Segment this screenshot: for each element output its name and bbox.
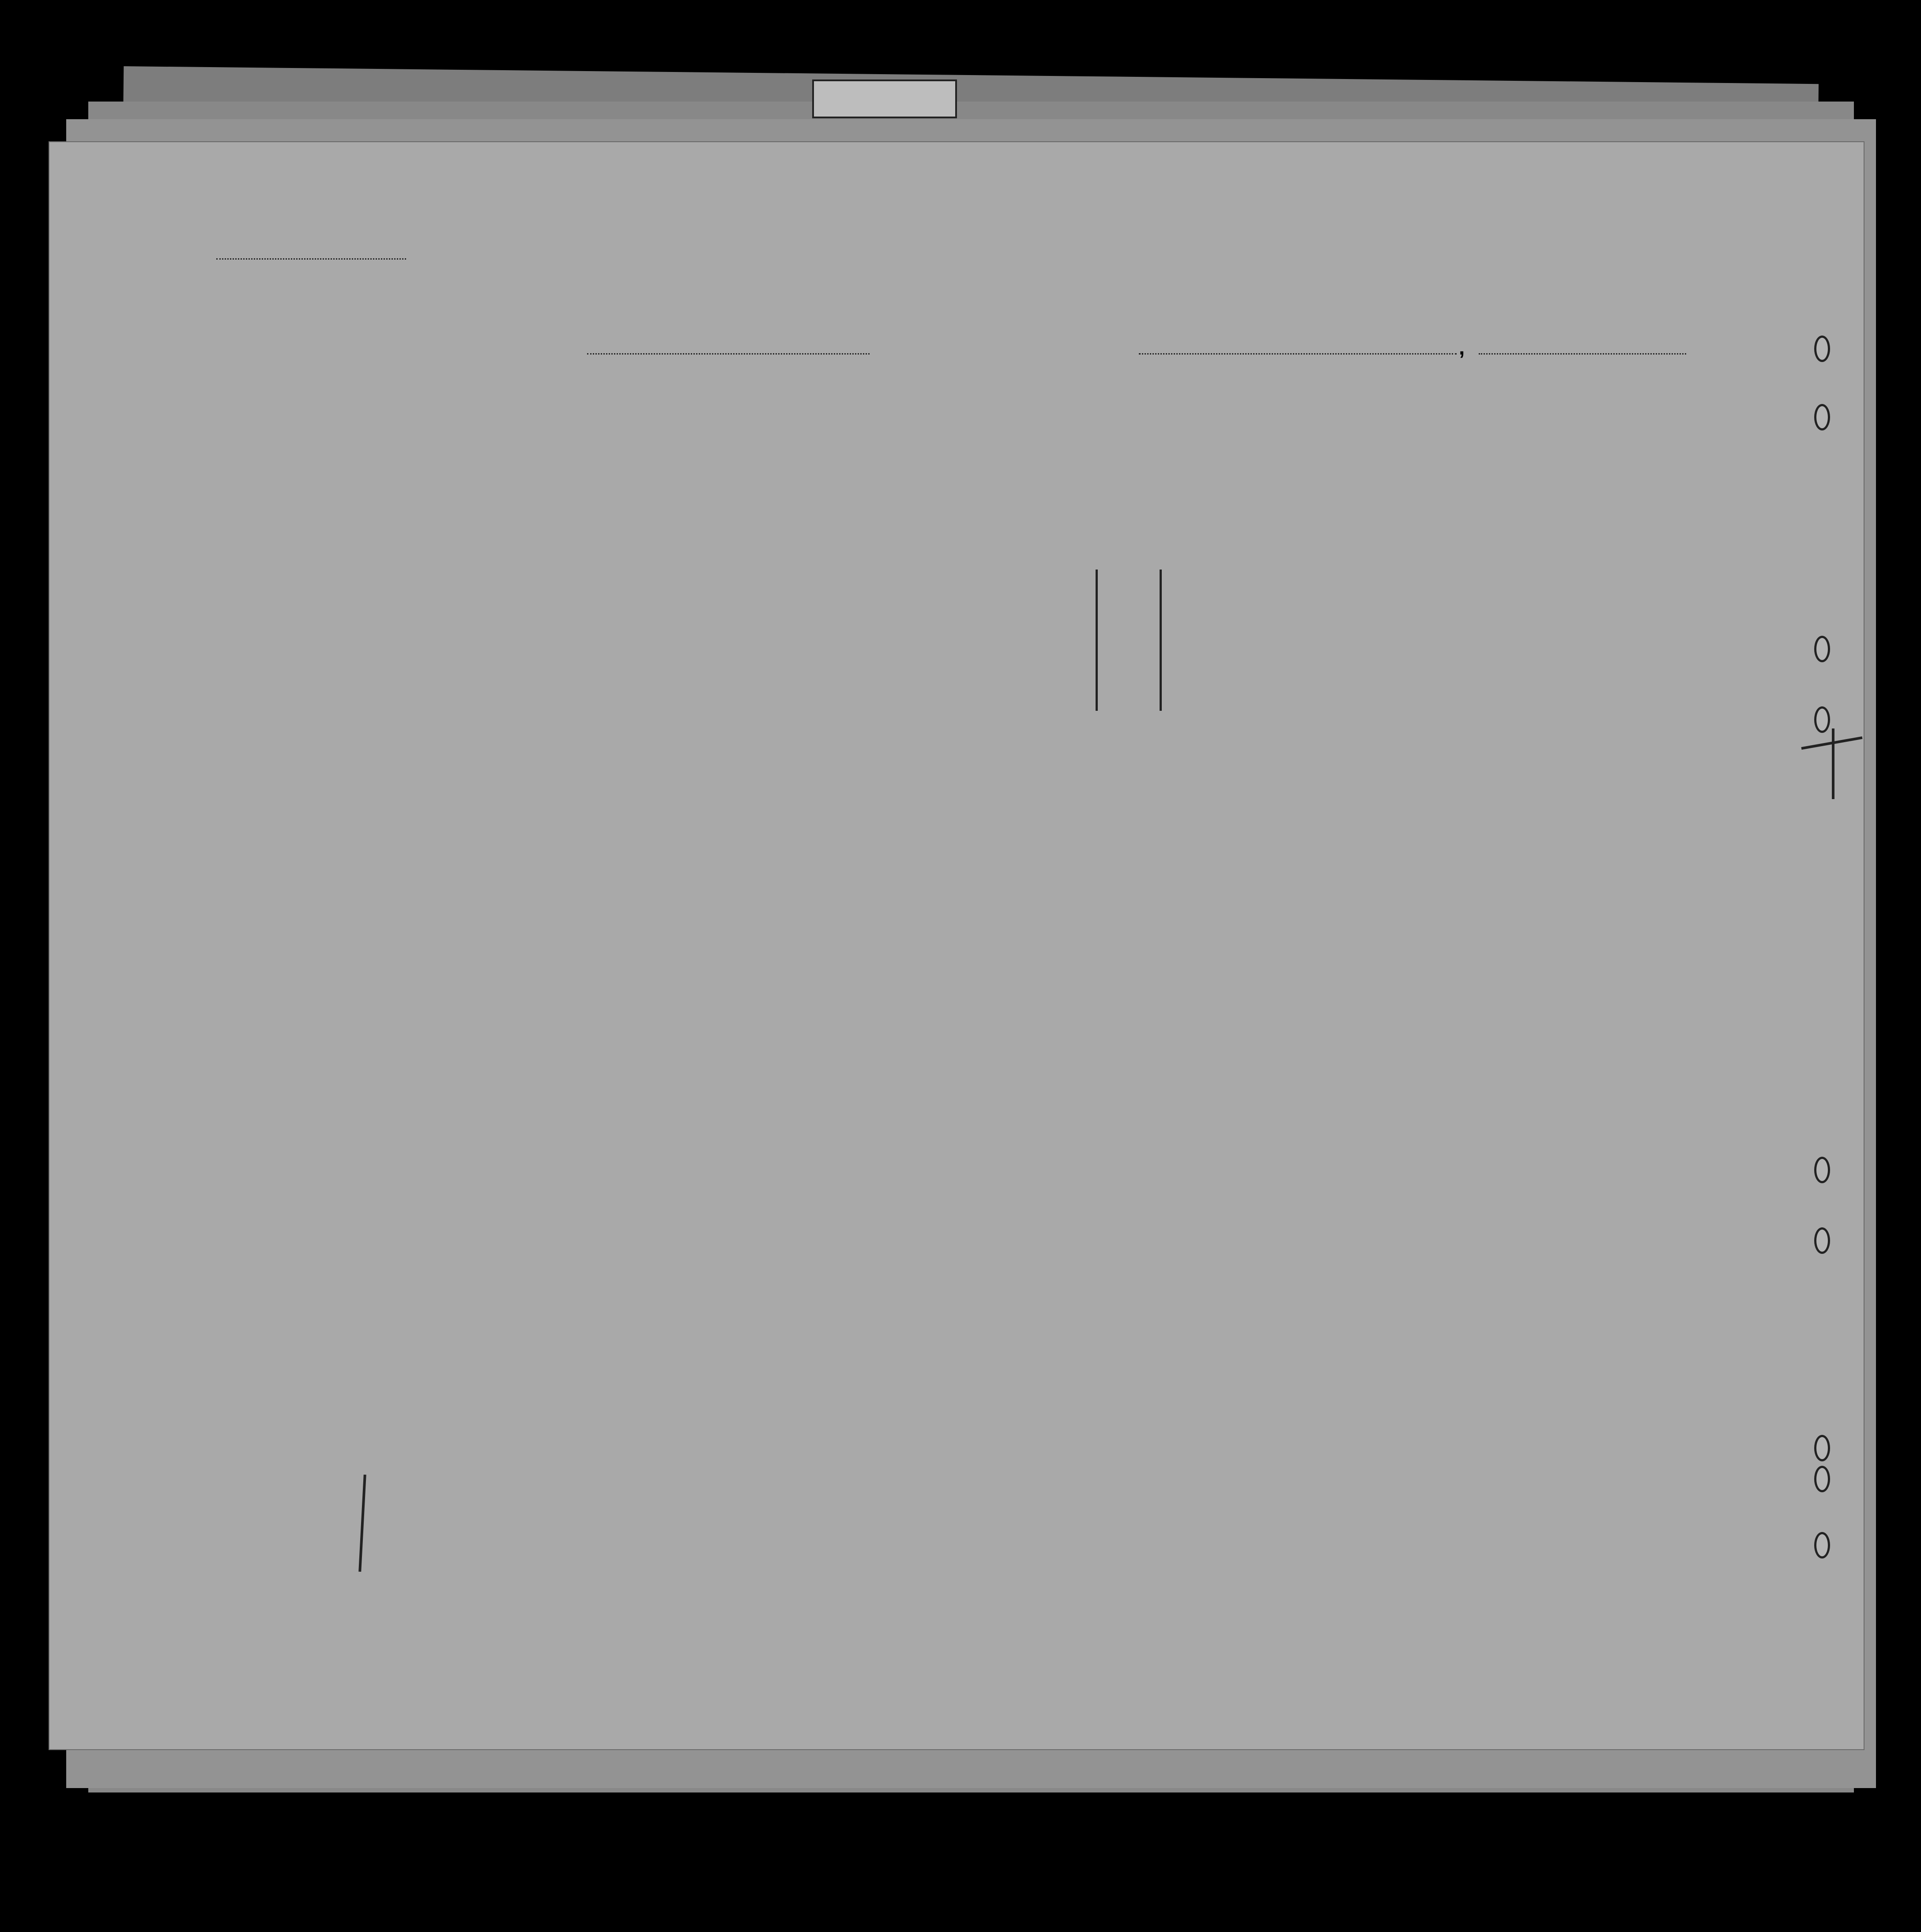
punch-hole: [1814, 636, 1830, 662]
punch-hole: [1814, 1532, 1830, 1558]
punch-hole: [1814, 1466, 1830, 1492]
comma: ,: [1459, 336, 1465, 359]
plus-mark: [1832, 728, 1834, 799]
punch-hole: [1814, 404, 1830, 430]
punch-hole: [1814, 1227, 1830, 1254]
punch-hole: [1814, 1435, 1830, 1461]
birth-bracket: [1096, 570, 1162, 711]
punch-hole: [1814, 336, 1830, 362]
punch-hole: [1814, 1157, 1830, 1183]
punch-hole: [1814, 706, 1830, 733]
